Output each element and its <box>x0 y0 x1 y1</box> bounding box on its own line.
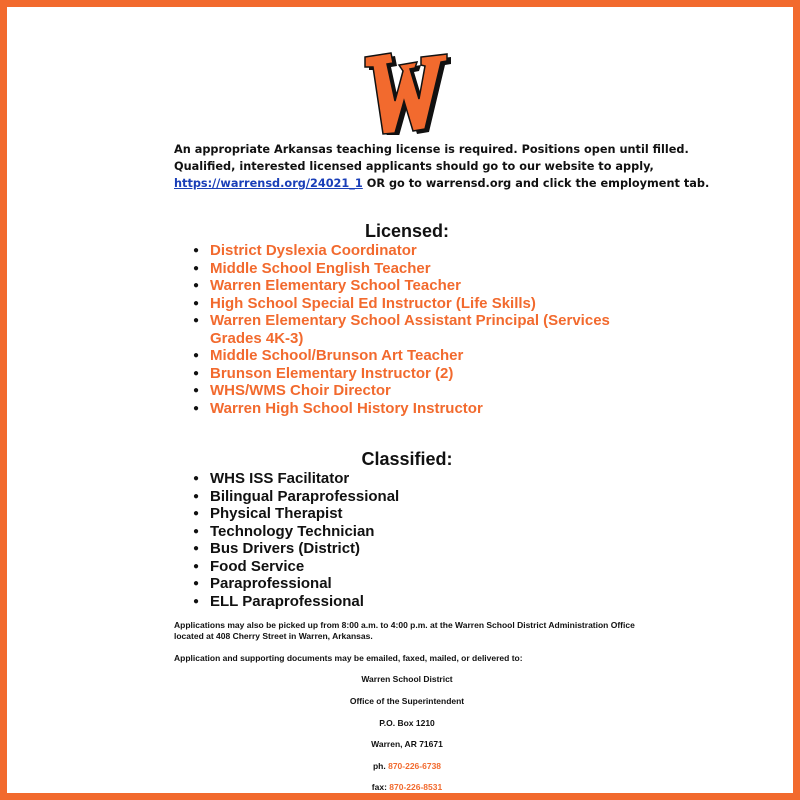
intro-text <box>174 141 710 192</box>
classified-item: ● Physical Therapist <box>193 505 343 522</box>
classified-list <box>191 470 631 610</box>
district-name: Warren School District <box>361 674 453 684</box>
intro-line-1: An appropriate Arkansas teaching license is required. Positions open until filled. <box>174 143 689 156</box>
licensed-item: ● District Dyslexia Coordinator <box>193 242 417 259</box>
classified-item: ● Paraprofessional <box>193 575 332 592</box>
office-name: Office of the Superintendent <box>349 696 465 706</box>
classified-item: ● Technology Technician <box>193 522 375 540</box>
licensed-item: ● Brunson Elementary Instructor (2) <box>193 364 454 382</box>
intro-line-2: Qualified, interested licensed applicants should go to our website to apply, <box>174 160 654 173</box>
classified-item: ● Food Service <box>193 557 305 575</box>
licensed-item: ● Warren Elementary School Assistant Principal (Services Grades 4K-3) <box>193 312 610 347</box>
fax-label: fax: <box>371 782 387 792</box>
classified-item: ● Bilingual Paraprofessional <box>193 487 400 505</box>
phone-line <box>7 761 800 771</box>
licensed-item: ● Middle School/Brunson Art Teacher <box>193 347 464 364</box>
intro-line-3-rest: OR go to warrensd.org and click the employment tab. <box>362 177 710 190</box>
classified-item: ● Bus Drivers (District) <box>193 540 361 557</box>
phone-label: ph. <box>372 761 386 771</box>
licensed-item: ● Warren Elementary School Teacher <box>193 277 461 294</box>
phone-number[interactable]: 870-226-6738 <box>388 761 442 771</box>
licensed-heading: Licensed: <box>364 221 450 241</box>
fax-number: 870-226-8531 <box>389 782 443 792</box>
classified-item: ● WHS ISS Facilitator <box>193 470 350 487</box>
apply-link[interactable]: https://warrensd.org/24021_1 <box>174 177 363 190</box>
city-state-zip: Warren, AR 71671 <box>371 739 443 749</box>
fax-line <box>7 782 800 792</box>
licensed-item: ● WHS/WMS Choir Director <box>193 382 391 399</box>
licensed-item: ● Middle School English Teacher <box>193 259 431 277</box>
intro-line-3 <box>174 175 710 192</box>
warren-w-logo <box>359 43 451 135</box>
pickup-text: Applications may also be picked up from 8:00 a.m. to 4:00 p.m. at the Warren School District Administration Office located at 408 Cherry Street in Warren, Arkansas. <box>174 620 635 641</box>
po-box: P.O. Box 1210 <box>379 718 435 728</box>
classified-item: ● ELL Paraprofessional <box>193 592 364 610</box>
licensed-list <box>191 242 631 417</box>
classified-heading: Classified: <box>361 449 453 469</box>
licensed-item: ● Warren High School History Instructor <box>193 399 483 417</box>
licensed-item: ● High School Special Ed Instructor (Life Skills) <box>193 294 536 312</box>
submit-text: Application and supporting documents may be emailed, faxed, mailed, or delivered to: <box>174 653 523 663</box>
